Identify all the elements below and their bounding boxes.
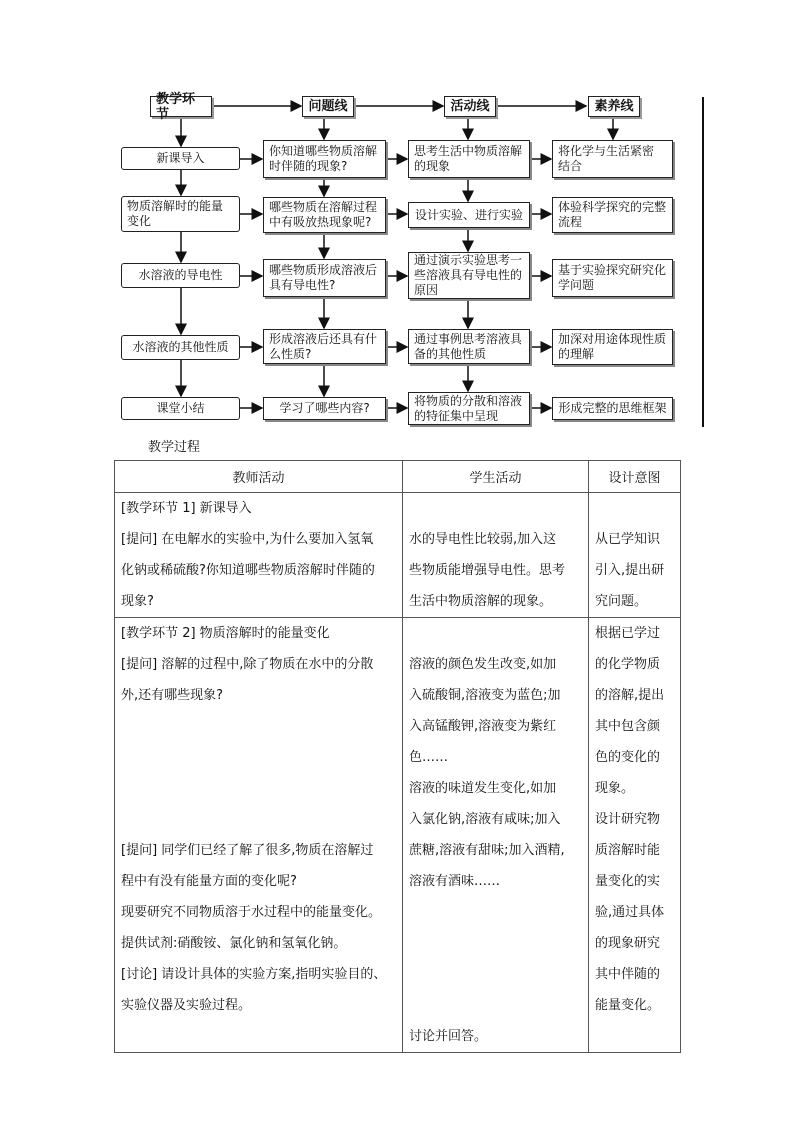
literacy-4-box: 加深对用途体现性质 的理解: [552, 329, 673, 365]
row1-student-cell: [403, 493, 589, 618]
question-3-box: 哪些物质形成溶液后 具有导电性?: [263, 259, 386, 297]
question-2-box: 哪些物质在溶解过程 中有吸放热现象呢?: [263, 197, 386, 233]
text-line: 其中包含颜: [595, 719, 661, 734]
section-title: 教学过程: [148, 440, 201, 455]
header-design-intent: 设计意图: [589, 461, 681, 493]
header-teaching-step: 教学环节: [150, 96, 212, 117]
text-line: 现象?: [121, 594, 154, 609]
text-line: 的现象研究: [595, 936, 661, 951]
text-line: 溶液的颜色发生改变,如加: [409, 657, 557, 672]
text-line: [教学环节 2] 物质溶解时的能量变化: [121, 626, 330, 641]
activity-5-box: 将物质的分散和溶液 的特征集中呈现: [408, 392, 530, 425]
literacy-1-box: 将化学与生活紧密 结合: [552, 140, 673, 178]
literacy-3-box: 基于实验探究研究化 学问题: [552, 259, 673, 297]
text-line: [教学环节 1] 新课导入: [121, 501, 252, 516]
text-line: 提供试剂:硝酸铵、氯化钠和氢氧化钠。: [121, 936, 347, 951]
text-line: 蔗糖,溶液有甜味;加入酒精,: [409, 843, 565, 858]
flowchart-connectors: [0, 0, 794, 440]
text-line: 从已学知识: [595, 532, 661, 547]
text-line: 其中伴随的: [595, 967, 661, 982]
text-line: 验,通过具体: [595, 905, 665, 920]
text-line: 溶液有酒味……: [409, 874, 501, 889]
step-3-box: 水溶液的导电性: [121, 263, 240, 288]
header-teacher-activity: 教师活动: [115, 461, 403, 493]
text-line: 的溶解,提出: [595, 688, 665, 703]
step-2-box: 物质溶解时的能量 变化: [121, 196, 240, 232]
text-line: 水的导电性比较弱,加入这: [409, 532, 557, 547]
header-question-line: 问题线: [302, 96, 354, 117]
header-literacy-line: 素养线: [588, 96, 640, 117]
text-line: 讨论并回答。: [409, 1029, 488, 1044]
text-line: 入高锰酸钾,溶液变为紫红: [409, 719, 557, 734]
text-line: 色……: [409, 750, 449, 765]
question-1-box: 你知道哪些物质溶解 时伴随的现象?: [263, 140, 386, 178]
text-line: 色的变化的: [595, 750, 661, 765]
table-row: [115, 618, 681, 1053]
literacy-5-box: 形成完整的思维框架: [552, 397, 673, 420]
text-line: 根据已学过: [595, 626, 661, 641]
row2-teacher-cell: [115, 618, 403, 1053]
text-line: 入氯化钠,溶液有咸味;加入: [409, 812, 561, 827]
text-line: 量变化的实: [595, 874, 661, 889]
question-5-box: 学习了哪些内容?: [263, 397, 386, 420]
text-line: 外,还有哪些现象?: [121, 688, 224, 703]
text-line: 实验仪器及实验过程。: [121, 998, 252, 1013]
text-line: [讨论] 请设计具体的实验方案,指明实验目的、: [121, 967, 387, 982]
text-line: [提问] 同学们已经了解了很多,物质在溶解过: [121, 843, 374, 858]
row1-intent-cell: [589, 493, 681, 618]
text-line: [提问] 溶解的过程中,除了物质在水中的分散: [121, 657, 374, 672]
text-line: 现要研究不同物质溶于水过程中的能量变化。: [121, 905, 382, 920]
step-4-box: 水溶液的其他性质: [121, 335, 240, 360]
text-line: 设计研究物: [595, 812, 661, 827]
text-line: 的化学物质: [595, 657, 661, 672]
activity-1-box: 思考生活中物质溶解 的现象: [408, 140, 530, 178]
header-student-activity: 学生活动: [403, 461, 589, 493]
header-activity-line: 活动线: [444, 96, 496, 117]
right-border-line: [702, 97, 704, 427]
row2-student-cell: [403, 618, 589, 1053]
teaching-flowchart: [0, 0, 794, 440]
teaching-process-table: [114, 460, 681, 1053]
step-5-box: 课堂小结: [121, 397, 240, 420]
question-4-box: 形成溶液后还具有什 么性质?: [263, 329, 386, 364]
activity-2-box: 设计实验、进行实验: [408, 202, 530, 228]
text-line: 入硫酸铜,溶液变为蓝色;加: [409, 688, 561, 703]
text-line: 能量变化。: [595, 998, 661, 1013]
table-header-row: [115, 461, 681, 493]
text-line: 现象。: [595, 781, 635, 796]
activity-4-box: 通过事例思考溶液具 备的其他性质: [408, 329, 530, 364]
activity-3-box: 通过演示实验思考一 些溶液具有导电性的 原因: [408, 252, 530, 299]
text-line: 化钠或稀硫酸?你知道哪些物质溶解时伴随的: [121, 563, 375, 578]
text-line: 质溶解时能: [595, 843, 661, 858]
step-1-box: 新课导入: [121, 147, 240, 170]
literacy-2-box: 体验科学探究的完整 流程: [552, 197, 673, 233]
text-line: 引入,提出研: [595, 563, 665, 578]
text-line: 溶液的味道发生变化,如加: [409, 781, 557, 796]
text-line: 些物质能增强导电性。思考: [409, 563, 566, 578]
text-line: 程中有没有能量方面的变化呢?: [121, 874, 297, 889]
text-line: 究问题。: [595, 594, 648, 609]
row2-intent-cell: [589, 618, 681, 1053]
text-line: 生活中物质溶解的现象。: [409, 594, 553, 609]
row1-teacher-cell: [115, 493, 403, 618]
table-row: [115, 493, 681, 618]
text-line: [提问] 在电解水的实验中,为什么要加入氢氧: [121, 532, 374, 547]
